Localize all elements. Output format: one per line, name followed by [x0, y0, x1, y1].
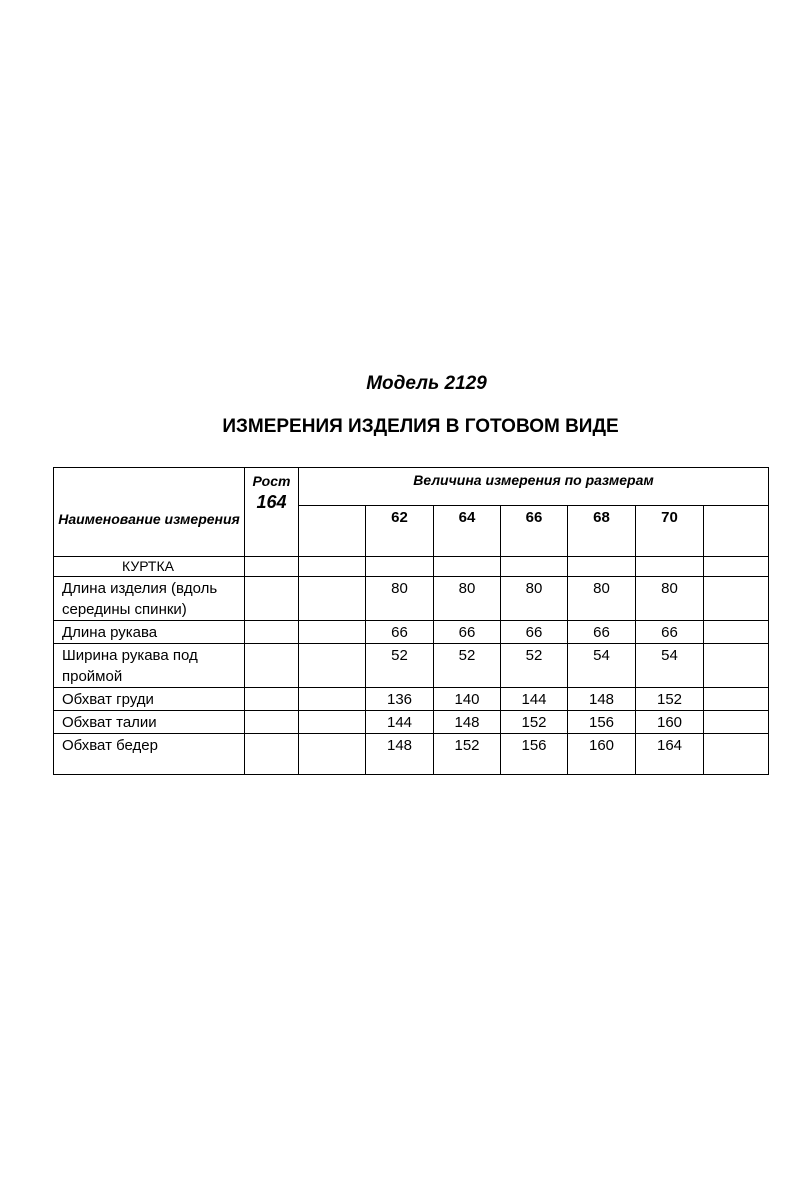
- page-title: Модель 2129: [366, 373, 487, 394]
- table-row: [54, 688, 769, 711]
- value-cell: 80: [501, 577, 568, 621]
- row-name: Длина рукава: [54, 621, 245, 644]
- empty-cell: [245, 644, 299, 688]
- empty-cell: [704, 644, 769, 688]
- height-label: Рост: [252, 473, 291, 489]
- value-cell: 148: [568, 688, 636, 711]
- empty-cell: [704, 506, 769, 557]
- value-cell: 66: [501, 621, 568, 644]
- table-row: [54, 577, 769, 621]
- value-cell: 52: [366, 644, 434, 688]
- value-cell: 80: [568, 577, 636, 621]
- value-cell: 66: [636, 621, 704, 644]
- empty-cell: [245, 734, 299, 775]
- empty-cell: [299, 711, 366, 734]
- value-cell: 160: [636, 711, 704, 734]
- empty-cell: [245, 711, 299, 734]
- value-cell: 148: [434, 711, 501, 734]
- empty-cell: [299, 734, 366, 775]
- empty-cell: [434, 557, 501, 577]
- value-cell: 54: [636, 644, 704, 688]
- empty-cell: [299, 506, 366, 557]
- value-cell: 80: [366, 577, 434, 621]
- empty-cell: [704, 577, 769, 621]
- value-cell: 164: [636, 734, 704, 775]
- empty-cell: [704, 734, 769, 775]
- empty-cell: [704, 688, 769, 711]
- measurement-name-header: Наименование измерения: [54, 468, 245, 557]
- empty-cell: [636, 557, 704, 577]
- empty-cell: [704, 557, 769, 577]
- empty-cell: [704, 711, 769, 734]
- value-cell: 52: [434, 644, 501, 688]
- measurements-table: [53, 467, 769, 775]
- value-cell: 156: [501, 734, 568, 775]
- height-value: 164: [256, 492, 287, 512]
- table-row: [54, 644, 769, 688]
- value-cell: 156: [568, 711, 636, 734]
- value-cell: 160: [568, 734, 636, 775]
- row-name: Длина изделия (вдоль середины спинки): [54, 577, 245, 621]
- value-cell: 80: [434, 577, 501, 621]
- size-66: 66: [501, 506, 568, 557]
- empty-cell: [704, 621, 769, 644]
- empty-cell: [299, 557, 366, 577]
- empty-cell: [245, 621, 299, 644]
- row-name: Обхват талии: [54, 711, 245, 734]
- empty-cell: [501, 557, 568, 577]
- value-cell: 66: [568, 621, 636, 644]
- value-cell: 140: [434, 688, 501, 711]
- empty-cell: [245, 577, 299, 621]
- value-cell: 144: [501, 688, 568, 711]
- row-name: Обхват груди: [54, 688, 245, 711]
- size-62: 62: [366, 506, 434, 557]
- value-cell: 152: [636, 688, 704, 711]
- value-cell: 66: [366, 621, 434, 644]
- value-cell: 80: [636, 577, 704, 621]
- row-name: Обхват бедер: [54, 734, 245, 775]
- size-64: 64: [434, 506, 501, 557]
- empty-cell: [245, 557, 299, 577]
- empty-cell: [568, 557, 636, 577]
- value-cell: 152: [434, 734, 501, 775]
- empty-cell: [366, 557, 434, 577]
- empty-cell: [299, 644, 366, 688]
- value-cell: 148: [366, 734, 434, 775]
- table-row: [54, 621, 769, 644]
- value-cell: 152: [501, 711, 568, 734]
- value-cell: 136: [366, 688, 434, 711]
- size-68: 68: [568, 506, 636, 557]
- sizes-header: Величина измерения по размерам: [299, 468, 769, 506]
- section-label: КУРТКА: [54, 557, 245, 577]
- value-cell: 144: [366, 711, 434, 734]
- table-row: [54, 734, 769, 775]
- table-row: [54, 711, 769, 734]
- empty-cell: [245, 688, 299, 711]
- value-cell: 66: [434, 621, 501, 644]
- value-cell: 52: [501, 644, 568, 688]
- size-70: 70: [636, 506, 704, 557]
- empty-cell: [299, 621, 366, 644]
- value-cell: 54: [568, 644, 636, 688]
- page-subtitle: ИЗМЕРЕНИЯ ИЗДЕЛИЯ В ГОТОВОМ ВИДЕ: [222, 416, 619, 437]
- empty-cell: [299, 577, 366, 621]
- row-name: Ширина рукава под проймой: [54, 644, 245, 688]
- height-header: [245, 468, 299, 557]
- empty-cell: [299, 688, 366, 711]
